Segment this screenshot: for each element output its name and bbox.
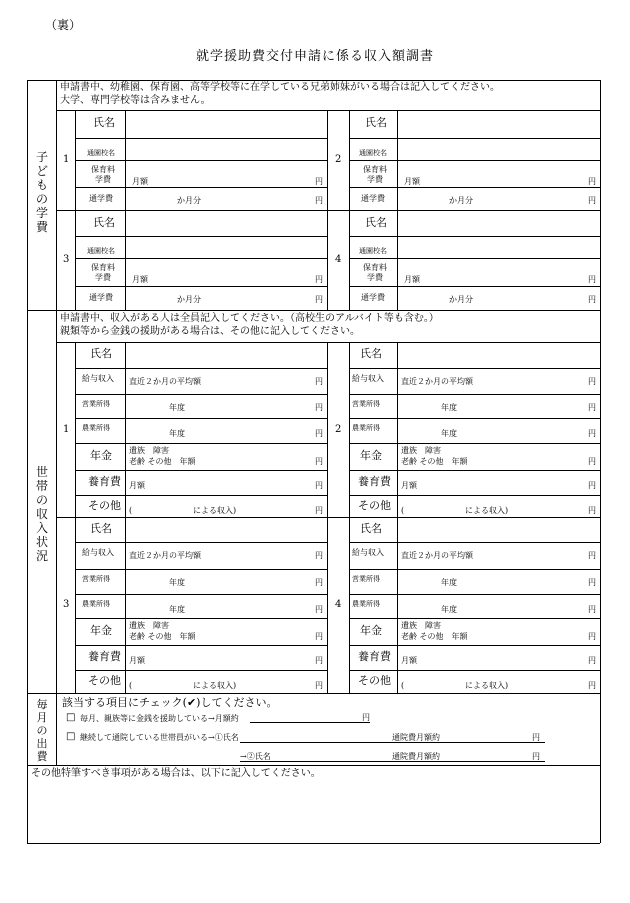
other-label: その他 (88, 674, 121, 687)
yen-text: 円 (315, 681, 323, 690)
child-commute-label: 通学費 (361, 293, 385, 302)
rule-line (75, 470, 327, 471)
year-text: 年度 (169, 605, 185, 614)
child-name-label: 氏名 (365, 216, 387, 229)
year-text: 年度 (441, 578, 457, 587)
yen-text: 円 (315, 656, 323, 665)
rule-line (27, 310, 600, 311)
child-commute-label: 通学費 (361, 194, 385, 203)
other-value-text: による収入) (193, 506, 237, 515)
yen-text: 円 (588, 578, 596, 587)
pension-type-1: 遺族 障害 (401, 446, 441, 455)
rule-line (27, 80, 600, 81)
rule-line (27, 80, 28, 843)
income-note-1: 申請書中、収入がある人は全員記入してください。（高校生のアルバイト等も含む。） (60, 313, 439, 324)
salary-value-text: 直近２か月の平均額 (129, 551, 201, 560)
rule-line (27, 843, 600, 844)
yen-text: 円 (315, 429, 323, 438)
other-value-text: による収入) (193, 681, 237, 690)
yen-text: 円 (588, 177, 596, 186)
rule-line (349, 495, 600, 496)
child-school-label: 通園校名 (359, 247, 387, 255)
rule-line (75, 394, 327, 395)
support-monthly-text: 月額 (401, 481, 417, 490)
rule-line (56, 210, 600, 211)
business-label: 営業所得 (82, 575, 110, 583)
farm-label: 農業所得 (352, 424, 380, 432)
rule-line (56, 693, 57, 765)
rule-line (56, 342, 600, 343)
child-commute-label: 通学費 (89, 194, 113, 203)
child-number: 2 (335, 154, 342, 165)
pension-label: 年金 (360, 624, 382, 637)
yen-text: 円 (588, 275, 596, 284)
support-label: 養育費 (88, 650, 121, 663)
child-fee2-label: 学費 (95, 175, 111, 184)
pension-type-2: 老齢 その他 年額 (401, 457, 468, 466)
rule-line (349, 569, 600, 570)
pension-label: 年金 (360, 449, 382, 462)
yen-text: 円 (588, 481, 596, 490)
income-note-2: 親類等から金銭の援助がある場合は、その他に記入してください。 (60, 326, 360, 337)
salary-label: 給与収入 (352, 374, 384, 383)
support-label: 養育費 (88, 475, 121, 488)
child-name-label: 氏名 (93, 116, 115, 129)
other-paren: ( (401, 506, 405, 515)
business-label: 営業所得 (352, 575, 380, 583)
yen-text: 円 (588, 656, 596, 665)
back-side-label: （裏） (45, 18, 82, 32)
rule-line (349, 594, 600, 595)
rule-line (349, 418, 600, 419)
salary-label: 給与収入 (82, 548, 114, 557)
yen-text: 円 (315, 295, 323, 304)
child-fee2-label: 学費 (367, 273, 383, 282)
child-months-text: か月分 (449, 295, 473, 304)
yen-text: 円 (588, 295, 596, 304)
rule-line (349, 258, 600, 259)
rule-line (75, 443, 327, 444)
rule-line (75, 286, 327, 287)
monthly-item-medical-1: 継続して通院している世帯員がいる→①氏名 (80, 733, 239, 742)
rule-line (75, 236, 327, 237)
year-text: 年度 (441, 403, 457, 412)
yen-text: 円 (315, 481, 323, 490)
monthly-item-medical-2: →②氏名 (240, 752, 271, 761)
rule-line (75, 210, 76, 310)
year-text: 年度 (169, 403, 185, 412)
pension-type-2: 老齢 その他 年額 (401, 632, 468, 641)
pension-type-1: 遺族 障害 (129, 446, 169, 455)
child-number: 4 (335, 254, 342, 265)
rule-line (75, 138, 327, 139)
rule-line (75, 670, 327, 671)
support-label: 養育費 (358, 650, 391, 663)
income-number: 3 (63, 599, 70, 610)
child-monthly-text: 月額 (404, 275, 420, 284)
year-text: 年度 (169, 578, 185, 587)
income-number: 2 (335, 423, 342, 435)
yen-text: 円 (588, 605, 596, 614)
rule-line (75, 645, 327, 646)
yen-text: 円 (532, 733, 540, 742)
child-number: 3 (63, 254, 70, 265)
yen-text: 円 (315, 506, 323, 515)
child-name-label: 氏名 (365, 116, 387, 129)
yen-text: 円 (588, 506, 596, 515)
yen-text: 円 (315, 551, 323, 560)
children-note-2: 大学、専門学校等は含みません。 (60, 95, 211, 106)
rule-line (250, 722, 370, 723)
pension-type-1: 遺族 障害 (129, 621, 169, 630)
pension-type-2: 老齢 その他 年額 (129, 632, 196, 641)
pension-label: 年金 (90, 624, 112, 637)
rule-line (349, 670, 600, 671)
rule-line (349, 394, 600, 395)
child-fee-label: 保育料 (91, 165, 115, 174)
income-name-label: 氏名 (90, 522, 112, 535)
child-number: 1 (63, 154, 70, 165)
yen-text: 円 (588, 551, 596, 560)
salary-value-text: 直近２か月の平均額 (401, 551, 473, 560)
child-fee-label: 保育料 (363, 263, 387, 272)
rule-line (349, 517, 350, 693)
yen-text: 円 (532, 752, 540, 761)
rule-line (75, 258, 327, 259)
other-label: その他 (88, 499, 121, 512)
yen-text: 円 (588, 377, 596, 386)
rule-line (349, 618, 600, 619)
rule-line (27, 765, 600, 766)
year-text: 年度 (169, 429, 185, 438)
farm-label: 農業所得 (82, 424, 110, 432)
rule-line (349, 160, 600, 161)
income-name-label: 氏名 (360, 347, 382, 360)
income-name-label: 氏名 (360, 522, 382, 535)
child-school-label: 通園校名 (87, 149, 115, 157)
yen-text: 円 (588, 196, 596, 205)
yen-text: 円 (315, 275, 323, 284)
yen-text: 円 (315, 605, 323, 614)
income-number: 4 (335, 599, 342, 610)
rule-line (56, 310, 57, 693)
yen-text: 円 (588, 457, 596, 466)
rule-line (75, 418, 327, 419)
rule-line (600, 80, 601, 843)
support-monthly-text: 月額 (401, 656, 417, 665)
rule-line (349, 368, 600, 369)
page-title: 就学援助費交付申請に係る収入額調書 (195, 49, 434, 64)
income-side-label: 世帯の収入状況 (35, 465, 48, 563)
farm-label: 農業所得 (352, 600, 380, 608)
rule-line (27, 693, 600, 694)
yen-text: 円 (588, 403, 596, 412)
checkbox-support: □ (66, 712, 76, 723)
rule-line (75, 594, 327, 595)
rule-line (397, 210, 398, 310)
yen-text: 円 (588, 681, 596, 690)
child-name-label: 氏名 (93, 216, 115, 229)
rule-line (349, 443, 600, 444)
other-value-text: による収入) (465, 681, 509, 690)
monthly-side-label: 毎月の出費 (36, 698, 48, 763)
yen-text: 円 (315, 632, 323, 641)
farm-label: 農業所得 (82, 600, 110, 608)
monthly-instruction: 該当する項目にチェック(✔)してください。 (62, 696, 278, 709)
other-label: その他 (358, 499, 391, 512)
child-months-text: か月分 (177, 196, 201, 205)
rule-line (56, 80, 57, 310)
other-value-text: による収入) (465, 506, 509, 515)
income-name-label: 氏名 (90, 347, 112, 360)
rule-line (56, 517, 600, 518)
other-paren: ( (129, 681, 133, 690)
rule-line (125, 210, 126, 310)
yen-text: 円 (588, 429, 596, 438)
salary-value-text: 直近２か月の平均額 (401, 377, 473, 386)
business-label: 営業所得 (352, 400, 380, 408)
rule-line (349, 286, 600, 287)
rule-line (397, 517, 398, 693)
rule-line (349, 470, 600, 471)
pension-type-1: 遺族 障害 (401, 621, 441, 630)
other-label: その他 (358, 674, 391, 687)
support-monthly-text: 月額 (129, 656, 145, 665)
rule-line (75, 618, 327, 619)
rule-line (75, 160, 327, 161)
notes-label: その他特筆すべき事項がある場合は、以下に記入してください。 (31, 768, 321, 779)
child-fee-label: 保育料 (91, 263, 115, 272)
yen-text: 円 (315, 578, 323, 587)
business-label: 営業所得 (82, 400, 110, 408)
children-side-label: 子どもの学費 (35, 150, 48, 234)
yen-text: 円 (315, 457, 323, 466)
support-label: 養育費 (358, 475, 391, 488)
other-paren: ( (129, 506, 133, 515)
salary-label: 給与収入 (352, 548, 384, 557)
child-monthly-text: 月額 (404, 177, 420, 186)
other-paren: ( (401, 681, 405, 690)
yen-text: 円 (315, 177, 323, 186)
children-note-1: 申請書中、幼稚園、保育園、高等学校等に在学している兄弟姉妹がいる場合は記入してください。 (60, 82, 500, 93)
yen-text: 円 (315, 403, 323, 412)
child-school-label: 通園校名 (359, 149, 387, 157)
support-monthly-text: 月額 (129, 481, 145, 490)
rule-line (75, 569, 327, 570)
rule-line (349, 187, 600, 188)
rule-line (125, 517, 126, 693)
child-months-text: か月分 (449, 196, 473, 205)
yen-text: 円 (315, 196, 323, 205)
year-text: 年度 (441, 429, 457, 438)
child-monthly-text: 月額 (132, 275, 148, 284)
pension-label: 年金 (90, 449, 112, 462)
rule-line (75, 187, 327, 188)
child-months-text: か月分 (177, 295, 201, 304)
child-commute-label: 通学費 (89, 293, 113, 302)
checkbox-medical: □ (66, 731, 76, 742)
child-fee2-label: 学費 (95, 273, 111, 282)
income-number: 1 (63, 423, 70, 435)
rule-line (349, 138, 600, 139)
rule-line (349, 210, 350, 310)
yen-text: 円 (588, 632, 596, 641)
medical-amount-label: 通院費月額約 (392, 733, 440, 742)
year-text: 年度 (441, 605, 457, 614)
rule-line (349, 645, 600, 646)
child-monthly-text: 月額 (132, 177, 148, 186)
child-fee-label: 保育料 (363, 165, 387, 174)
rule-line (75, 495, 327, 496)
rule-line (75, 517, 76, 693)
yen-text: 円 (315, 377, 323, 386)
medical-amount-label: 通院費月額約 (392, 752, 440, 761)
child-fee2-label: 学費 (367, 175, 383, 184)
monthly-item-support: 毎月、親族等に金銭を援助している→月額約 (80, 714, 239, 723)
pension-type-2: 老齢 その他 年額 (129, 457, 196, 466)
salary-value-text: 直近２か月の平均額 (129, 377, 201, 386)
rule-line (75, 542, 327, 543)
rule-line (349, 542, 600, 543)
salary-label: 給与収入 (82, 374, 114, 383)
rule-line (75, 368, 327, 369)
rule-line (349, 236, 600, 237)
yen-text: 円 (362, 713, 370, 722)
child-school-label: 通園校名 (87, 247, 115, 255)
rule-line (56, 110, 600, 111)
